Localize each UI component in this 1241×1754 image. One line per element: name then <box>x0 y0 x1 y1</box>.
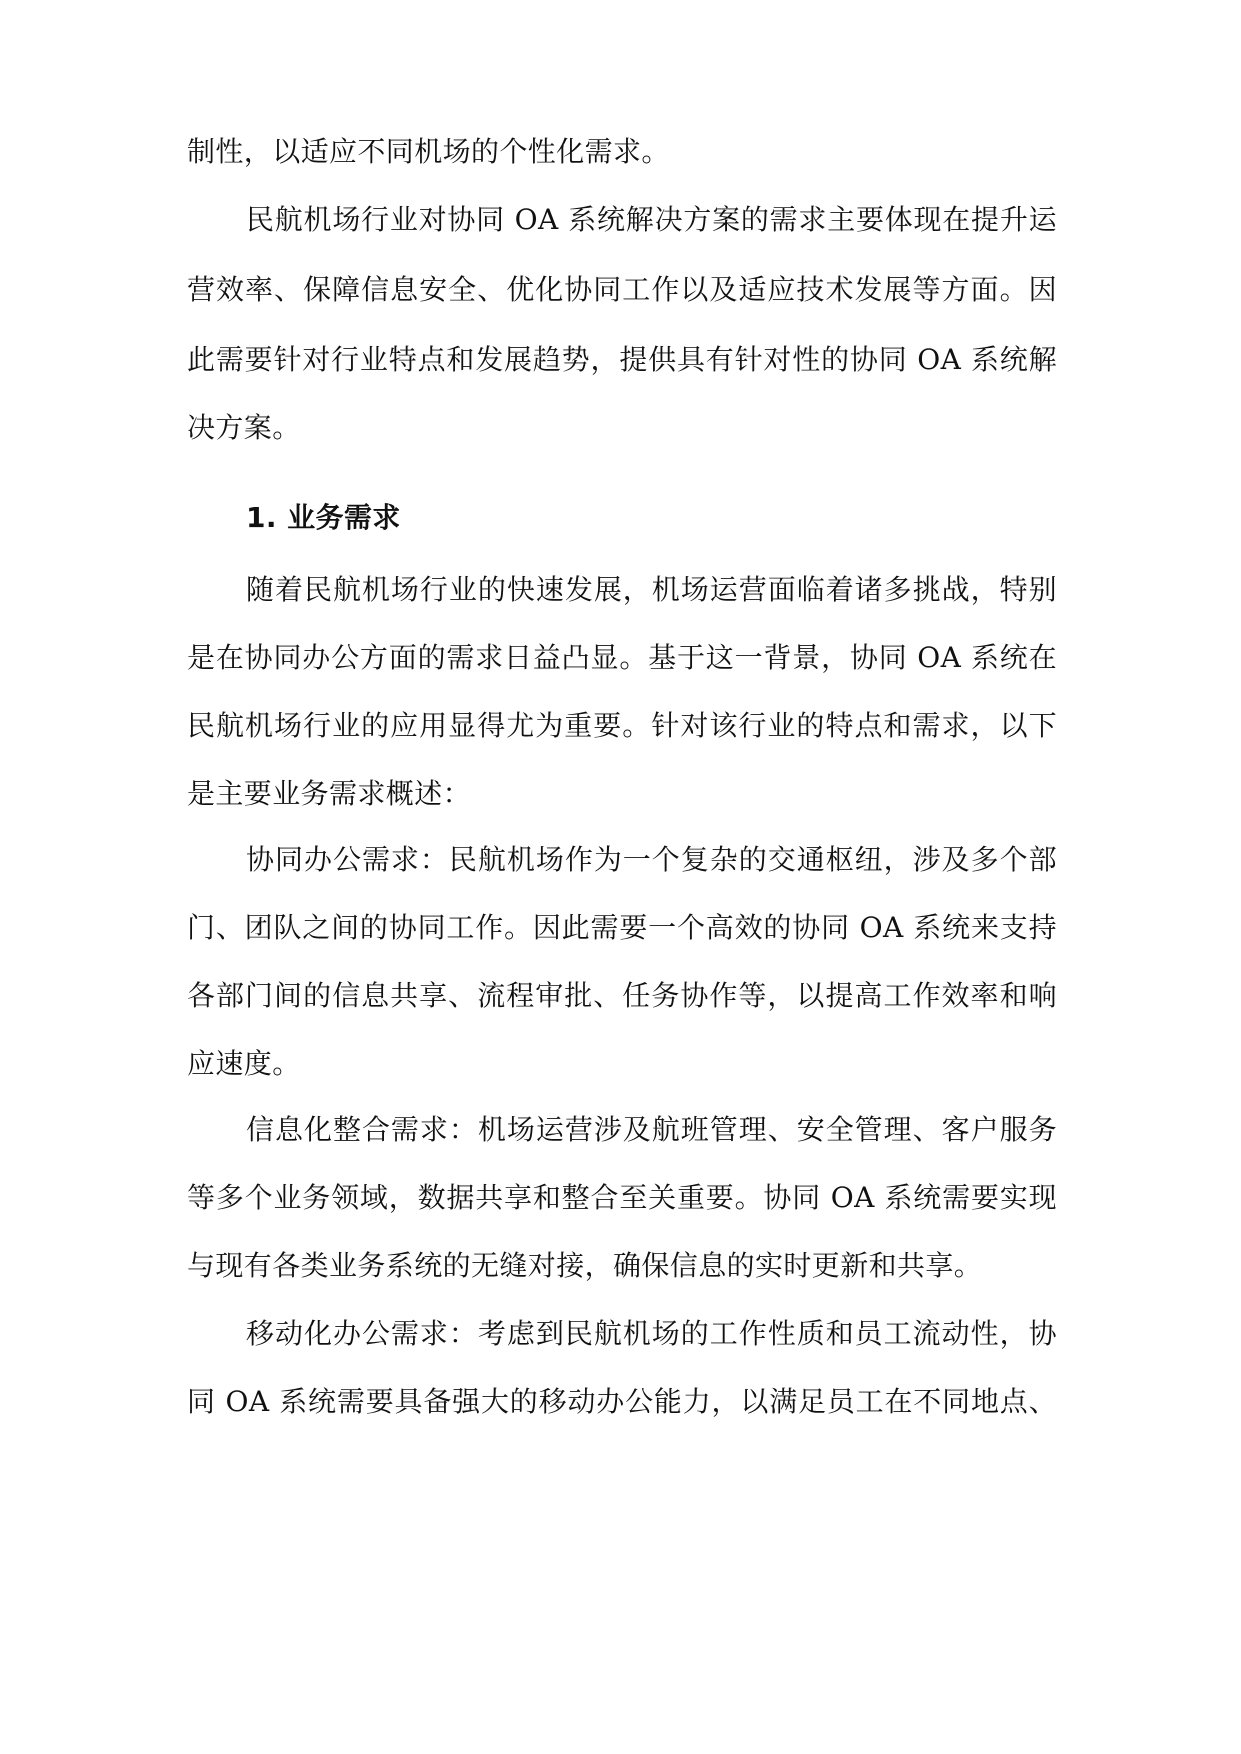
paragraph-line: 营效率、保障信息安全、优化协同工作以及适应技术发展等方面。因 <box>187 273 1057 306</box>
paragraph-line: 决方案。 <box>187 411 301 444</box>
paragraph-line: 门、团队之间的协同工作。因此需要一个高效的协同 OA 系统来支持 <box>187 911 1057 944</box>
paragraph-line: 民航机场行业对协同 OA 系统解决方案的需求主要体现在提升运 <box>246 203 1057 236</box>
paragraph-line: 与现有各类业务系统的无缝对接，确保信息的实时更新和共享。 <box>187 1249 983 1282</box>
paragraph-line: 同 OA 系统需要具备强大的移动办公能力，以满足员工在不同地点、 <box>187 1385 1057 1418</box>
paragraph-line: 民航机场行业的应用显得尤为重要。针对该行业的特点和需求，以下 <box>187 709 1057 742</box>
paragraph-line: 是在协同办公方面的需求日益凸显。基于这一背景，协同 OA 系统在 <box>187 641 1057 674</box>
paragraph-line: 此需要针对行业特点和发展趋势，提供具有针对性的协同 OA 系统解 <box>187 343 1057 376</box>
paragraph-line: 信息化整合需求：机场运营涉及航班管理、安全管理、客户服务 <box>246 1113 1057 1146</box>
paragraph-line: 各部门间的信息共享、流程审批、任务协作等，以提高工作效率和响 <box>187 979 1057 1012</box>
paragraph-line: 移动化办公需求：考虑到民航机场的工作性质和员工流动性，协 <box>246 1317 1057 1350</box>
paragraph-line: 是主要业务需求概述： <box>187 777 472 810</box>
section-heading: 1. 业务需求 <box>246 501 401 534</box>
paragraph-line: 协同办公需求：民航机场作为一个复杂的交通枢纽，涉及多个部 <box>246 843 1057 876</box>
paragraph-line: 随着民航机场行业的快速发展，机场运营面临着诸多挑战，特别 <box>246 573 1057 606</box>
paragraph-line: 等多个业务领域，数据共享和整合至关重要。协同 OA 系统需要实现 <box>187 1181 1057 1214</box>
paragraph-line: 制性，以适应不同机场的个性化需求。 <box>187 135 670 168</box>
paragraph-line: 应速度。 <box>187 1047 301 1080</box>
